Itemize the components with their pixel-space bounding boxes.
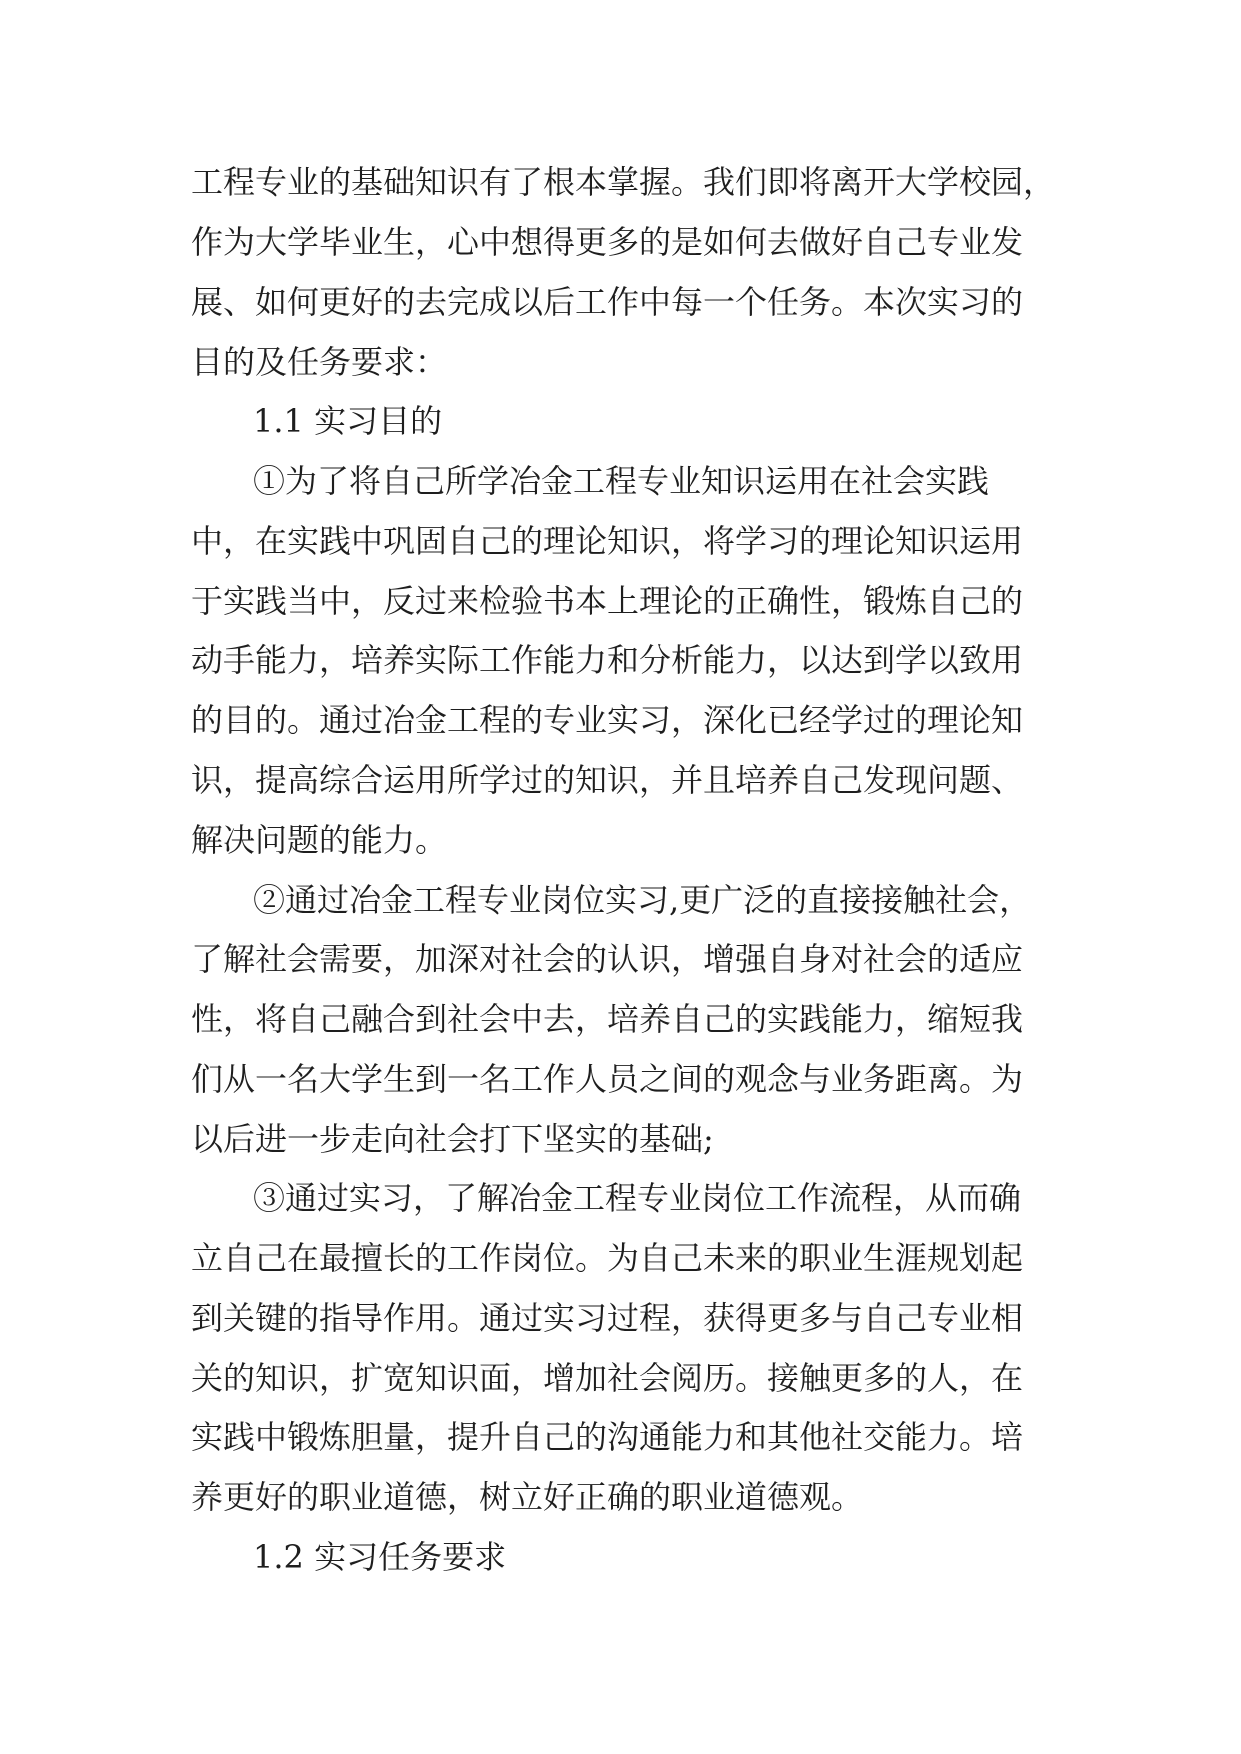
text-line: 立自己在最擅长的工作岗位。为自己未来的职业生涯规划起: [191, 1239, 1024, 1277]
text-line: 动手能力，培养实际工作能力和分析能力，以达到学以致用: [191, 641, 1024, 679]
text-line: 的目的。通过冶金工程的专业实习，深化已经学过的理论知: [191, 701, 1024, 739]
text-line: 解决问题的能力。: [191, 821, 448, 859]
text-line: 实践中锻炼胆量，提升自己的沟通能力和其他社交能力。培: [191, 1418, 1024, 1456]
text-line: ②通过冶金工程专业岗位实习,更广泛的直接接触社会，: [253, 881, 1032, 919]
text-line: 到关键的指导作用。通过实习过程，获得更多与自己专业相: [191, 1299, 1024, 1337]
text-line: ①为了将自己所学冶金工程专业知识运用在社会实践: [253, 462, 990, 500]
text-line: 了解社会需要，加深对社会的认识，增强自身对社会的适应: [191, 940, 1024, 978]
text-line: 以后进一步走向社会打下坚实的基础;: [191, 1120, 714, 1158]
text-line: 于实践当中，反过来检验书本上理论的正确性，锻炼自己的: [191, 582, 1024, 620]
section-heading: 1.2 实习任务要求: [253, 1538, 507, 1576]
text-line: 作为大学毕业生，心中想得更多的是如何去做好自己专业发: [191, 223, 1024, 261]
text-line: 工程专业的基础知识有了根本掌握。我们即将离开大学校园，: [191, 163, 1056, 201]
text-line: 中，在实践中巩固自己的理论知识，将学习的理论知识运用: [191, 522, 1024, 560]
section-heading: 1.1 实习目的: [253, 402, 443, 440]
text-line: 目的及任务要求：: [191, 343, 448, 381]
text-line: 识，提高综合运用所学过的知识，并且培养自己发现问题、: [191, 761, 1024, 799]
text-line: 展、如何更好的去完成以后工作中每一个任务。本次实习的: [191, 283, 1024, 321]
text-line: 养更好的职业道德，树立好正确的职业道德观。: [191, 1478, 864, 1516]
text-line: 关的知识，扩宽知识面，增加社会阅历。接触更多的人，在: [191, 1359, 1024, 1397]
text-line: ③通过实习，了解冶金工程专业岗位工作流程，从而确: [253, 1179, 1022, 1217]
text-line: 们从一名大学生到一名工作人员之间的观念与业务距离。为: [191, 1060, 1024, 1098]
text-line: 性，将自己融合到社会中去，培养自己的实践能力，缩短我: [191, 1000, 1024, 1038]
